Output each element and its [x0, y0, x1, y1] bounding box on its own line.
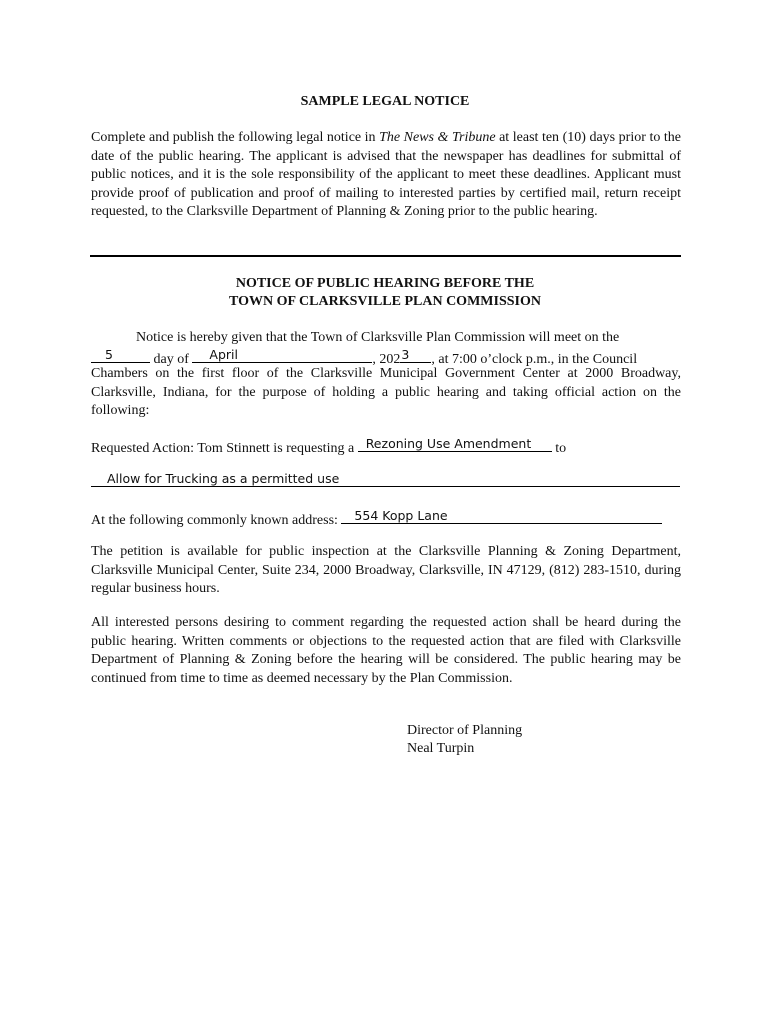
petition-paragraph: The petition is available for public inspection at the Clarksville Planning & Zoning Department, Clarksville Municipal Center, Suite 234, 2000 Broadway, Clarksville, IN 47129, (812) 283-1510, during regular business hours.	[91, 544, 681, 596]
month-value: April	[209, 347, 238, 362]
intro-text-start: Complete and publish the following legal notice in	[91, 130, 380, 145]
purpose-value: Allow for Trucking as a permitted use	[107, 471, 340, 486]
month-blank[interactable]	[192, 347, 372, 363]
purpose-blank[interactable]	[91, 468, 680, 487]
day-blank[interactable]	[91, 347, 150, 363]
hearing-time-text: , at 7:00 o’clock p.m., in the Council	[431, 352, 638, 367]
year-prefix: , 202	[372, 352, 401, 367]
intro-paragraph	[91, 129, 681, 222]
hearing-body: Chambers on the first floor of the Clarksville Municipal Government Center at 2000 Broadway, Clarksville, Indiana, for the purpose of holding a public hearing and taking official action on the following:	[91, 366, 681, 418]
document-title: SAMPLE LEGAL NOTICE	[300, 94, 470, 109]
action-blank[interactable]	[358, 436, 552, 452]
notice-heading-line2: TOWN OF CLARKSVILLE PLAN COMMISSION	[229, 294, 541, 309]
action-value: Rezoning Use Amendment	[365, 436, 532, 451]
requested-action-line	[91, 436, 681, 459]
address-blank[interactable]	[341, 508, 662, 524]
publication-name: The News & Tribune	[379, 130, 496, 145]
notice-heading-line1: NOTICE OF PUBLIC HEARING BEFORE THE	[235, 276, 535, 291]
hearing-intro-line: Notice is hereby given that the Town of Clarksville Plan Commission will meet on the	[136, 330, 620, 345]
address-line	[91, 508, 681, 531]
year-value: 3	[401, 347, 410, 362]
year-blank[interactable]	[400, 347, 431, 363]
day-of-label: day of	[150, 352, 193, 367]
signature-title: Director of Planning	[407, 723, 523, 738]
requested-action-label: Requested Action: Tom Stinnett is requesting a	[91, 441, 358, 456]
address-label: At the following commonly known address:	[91, 513, 342, 528]
comments-paragraph: All interested persons desiring to comment regarding the requested action shall be heard during the public hearing. Written comments or objections to the requested action that are filed with Clarksville Department of Planning & Zoning before the hearing will be considered. The public hearing may be continued from time to time as deemed necessary by the Plan Commission.	[91, 615, 681, 686]
signature-name: Neal Turpin	[407, 741, 475, 756]
requested-action-suffix: to	[551, 441, 567, 456]
address-value: 554 Kopp Lane	[354, 508, 448, 523]
day-value: 5	[105, 347, 113, 362]
section-divider	[90, 255, 681, 257]
intro-text-rest: at least ten (10) days prior to the date of the public hearing. The applicant is advised that the newspaper has deadlines for submittal of public notices, and it is the sole responsibility of the applicant to meet these deadlines. Applicant must provide proof of publication and proof of mailing to interested parties by certified mail, return receipt requested, to the Clarksville Department of Planning & Zoning prior to the public hearing.	[91, 130, 681, 219]
